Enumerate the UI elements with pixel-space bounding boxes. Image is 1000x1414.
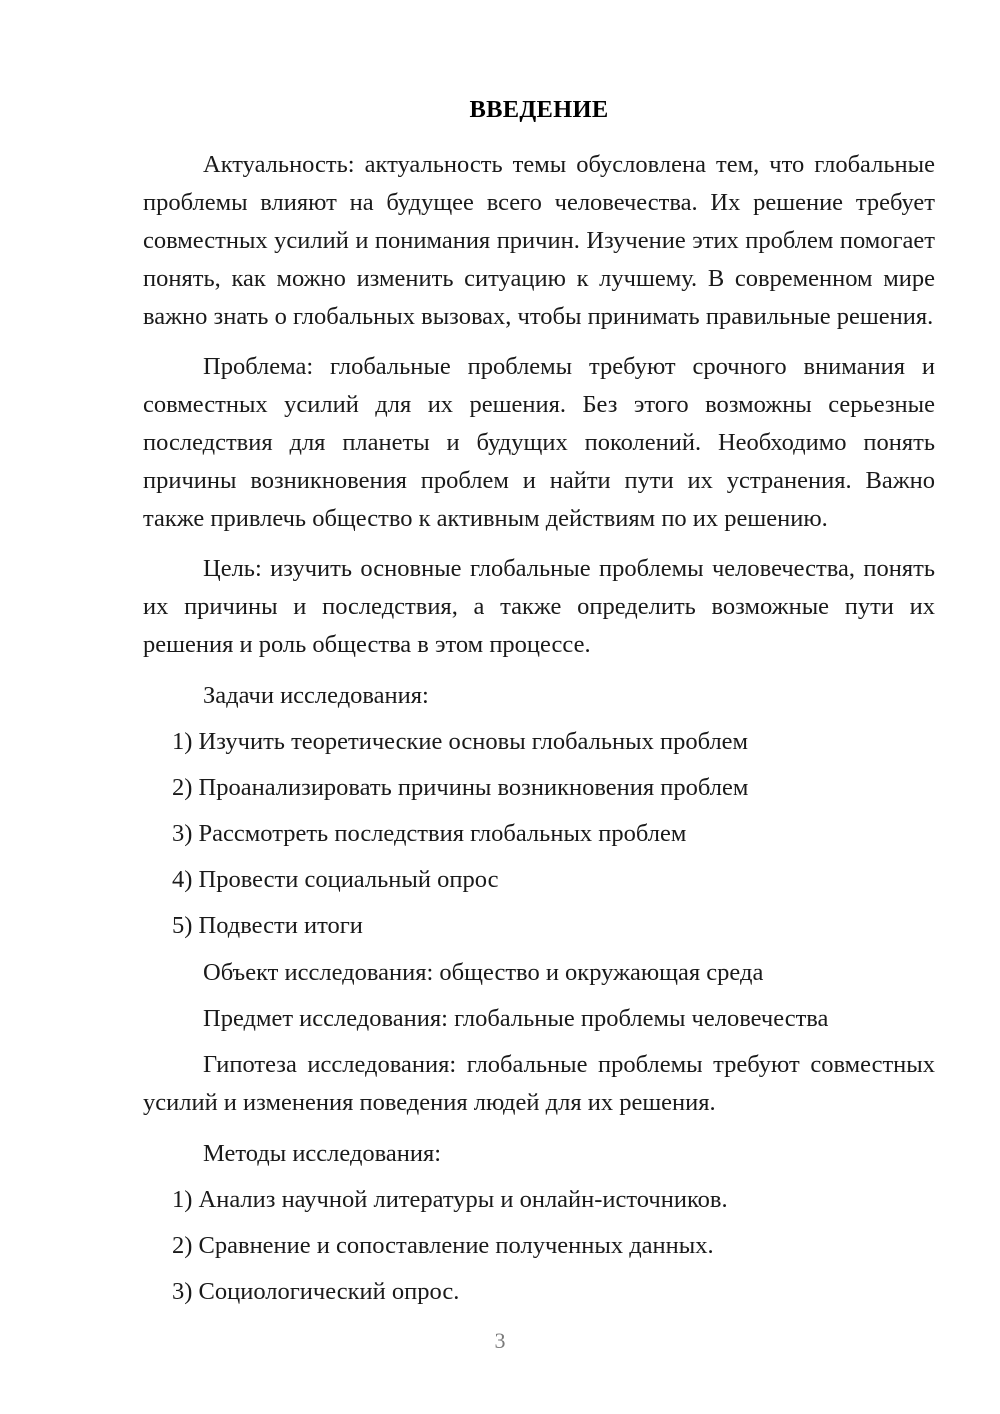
page-number: 3 — [494, 1328, 506, 1353]
spacer — [143, 1173, 935, 1181]
spacer — [143, 1219, 935, 1227]
list-item: 3) Социологический опрос. — [172, 1278, 460, 1306]
page-title: ВВЕДЕНИЕ — [469, 96, 609, 123]
spacer — [143, 945, 935, 954]
paragraph-hypothesis: Гипотеза исследования: глобальные проблемы требуют совместных усилий и изменения поведения людей для их решения. — [143, 1051, 935, 1117]
paragraph-object: Объект исследования: общество и окружающая среда — [203, 959, 764, 987]
spacer — [143, 761, 935, 769]
list-item: 5) Подвести итоги — [172, 912, 363, 940]
list-item: 4) Провести социальный опрос — [172, 866, 499, 894]
tasks-heading: Задачи исследования: — [203, 682, 429, 710]
spacer — [143, 807, 935, 815]
list-item: 1) Изучить теоретические основы глобальных проблем — [172, 728, 749, 756]
spacer — [143, 1038, 935, 1046]
spacer — [143, 668, 935, 677]
spacer — [143, 715, 935, 723]
spacer — [143, 542, 935, 550]
list-item: 3) Рассмотреть последствия глобальных проблем — [172, 820, 687, 848]
spacer — [143, 1126, 935, 1135]
list-item: 2) Сравнение и сопоставление полученных данных. — [172, 1232, 714, 1260]
introduction-content — [143, 146, 935, 1311]
paragraph-subject: Предмет исследования: глобальные проблемы человечества — [203, 1005, 829, 1033]
list-item: 1) Анализ научной литературы и онлайн-источников. — [172, 1186, 728, 1214]
spacer — [143, 340, 935, 348]
methods-heading: Методы исследования: — [203, 1140, 442, 1168]
document-body — [143, 0, 935, 1311]
spacer — [143, 1265, 935, 1273]
spacer — [143, 853, 935, 861]
paragraph-relevance: Актуальность: актуальность темы обусловлена тем, что глобальные проблемы влияют на будущее всего человечества. Их решение требует совместных усилий и понимания причин. Изучение этих проблем помогает понять, как можно изменить ситуацию к лучшему. В современном мире важно знать о глобальных вызовах, чтобы принимать правильные решения. — [143, 151, 935, 331]
spacer — [143, 899, 935, 907]
paragraph-goal: Цель: изучить основные глобальные проблемы человечества, понять их причины и последствия, а также определить возможные пути их решения и роль общества в этом процессе. — [143, 555, 935, 659]
spacer — [143, 992, 935, 1000]
paragraph-problem: Проблема: глобальные проблемы требуют срочного внимания и совместных усилий для их решения. Без этого возможны серьезные последствия для планеты и будущих поколений. Необходимо понять причины возникновения проблем и найти пути их устранения. Важно также привлечь общество к активным действиям по их решению. — [143, 353, 935, 533]
list-item: 2) Проанализировать причины возникновения проблем — [172, 774, 749, 802]
